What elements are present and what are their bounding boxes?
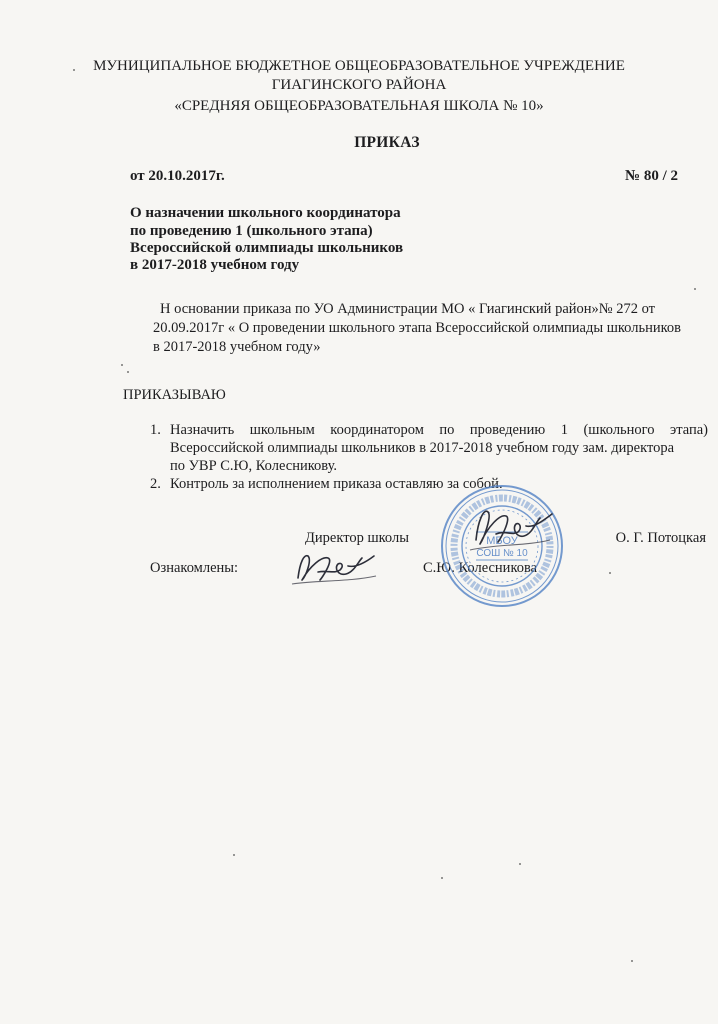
item-2-line-1: Контроль за исполнением приказа оставляю за собой. xyxy=(170,476,503,492)
scan-speck xyxy=(441,877,443,879)
item-2-number: 2. xyxy=(150,476,161,492)
scan-speck xyxy=(73,69,75,71)
subject-line-3: Всероссийской олимпиады школьников xyxy=(130,240,404,256)
item-1-line-1: Назначить школьным координатором по проведению 1 (школьного этапа) xyxy=(170,422,708,438)
org-name-line1: МУНИЦИПАЛЬНОЕ БЮДЖЕТНОЕ ОБЩЕОБРАЗОВАТЕЛЬНОЕ УЧРЕЖДЕНИЕ xyxy=(93,58,625,74)
preamble-line-3: в 2017-2018 учебном году» xyxy=(153,339,321,355)
subject-line-1: О назначении школьного координатора xyxy=(130,205,401,221)
scan-speck xyxy=(127,371,129,373)
stamp-center-line1: МБОУ xyxy=(486,535,518,547)
order-number: № 80 / 2 xyxy=(625,168,678,184)
preamble-line-1: Н основании приказа по УО Администрации МО « Гиагинский район»№ 272 от xyxy=(160,301,656,317)
document-title: ПРИКАЗ xyxy=(354,134,420,151)
org-name-line2: ГИАГИНСКОГО РАЙОНА xyxy=(271,77,447,93)
acquainted-label: Ознакомлены: xyxy=(150,560,239,576)
item-1-line-2: Всероссийской олимпиады школьников в 2017-2018 учебном году зам. директора xyxy=(170,440,675,456)
scan-speck xyxy=(233,854,235,856)
acquainted-name: С.Ю. Колесникова xyxy=(423,560,538,576)
director-name: О. Г. Потоцкая xyxy=(615,530,706,546)
director-label: Директор школы xyxy=(305,530,409,546)
acquainted-signature xyxy=(290,548,380,588)
preamble-line-2: 20.09.2017г « О проведении школьного этапа Всероссийской олимпиады школьников xyxy=(153,320,682,336)
stamp-center-line2: СОШ № 10 xyxy=(476,548,528,559)
director-signature xyxy=(466,500,556,558)
scan-speck xyxy=(519,863,521,865)
item-1-number: 1. xyxy=(150,422,161,438)
scan-speck xyxy=(609,572,611,574)
order-date: от 20.10.2017г. xyxy=(130,168,225,184)
scan-speck xyxy=(694,288,696,290)
subject-line-2: по проведению 1 (школьного этапа) xyxy=(130,223,373,239)
subject-line-4: в 2017-2018 учебном году xyxy=(130,257,300,273)
order-word: ПРИКАЗЫВАЮ xyxy=(123,387,226,403)
scan-speck xyxy=(121,364,123,366)
org-name-line3: «СРЕДНЯЯ ОБЩЕОБРАЗОВАТЕЛЬНАЯ ШКОЛА № 10» xyxy=(174,98,544,114)
item-1-line-3: по УВР С.Ю, Колесникову. xyxy=(170,458,338,474)
scan-speck xyxy=(631,960,633,962)
